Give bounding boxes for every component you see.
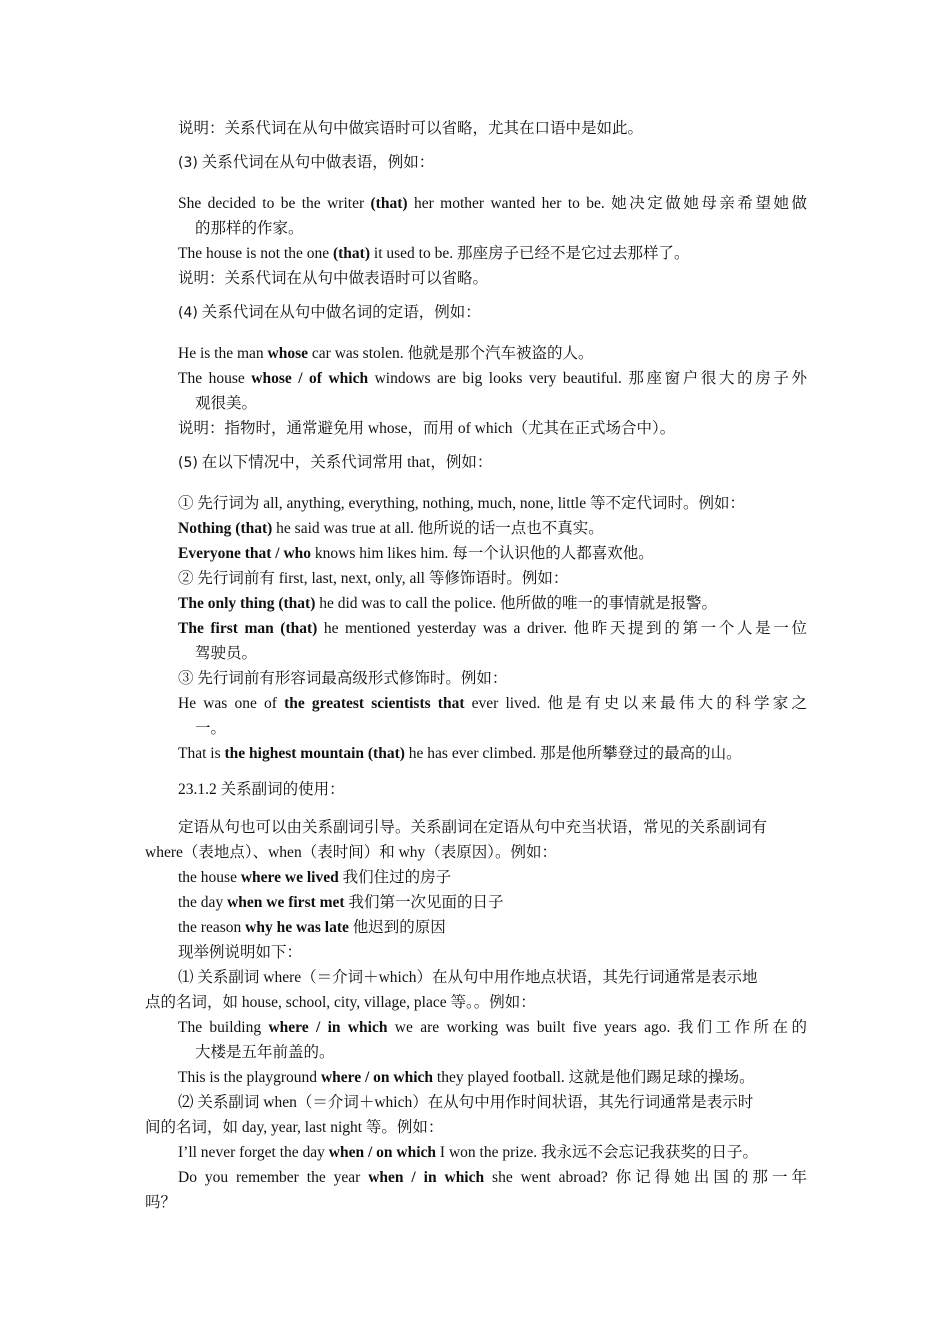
example-line: She decided to be the writer (that) her mother wanted her to be. 她决定做她母亲希望她做 <box>178 195 807 212</box>
section-heading <box>178 450 492 476</box>
example-line: The first man (that) he mentioned yesterday was a driver. 他昨天提到的第一个人是一位 <box>178 620 807 637</box>
example-line: Everyone that / who knows him likes him. 每一个认识他的人都喜欢他。 <box>178 545 654 562</box>
example-line-cont: 观很美。 <box>195 395 258 412</box>
paragraph-line: 点的名词，如 house, school, city, village, place 等。。例如： <box>145 994 536 1011</box>
example-line-cont: 大楼是五年前盖的。 <box>195 1044 335 1061</box>
example-line: The house is not the one (that) it used to be. 那座房子已经不是它过去那样了。 <box>178 245 690 262</box>
paragraph-line: ⑵ 关系副词 when（＝介词＋which）在从句中用作时间状语，其先行词通常是表示时 <box>178 1094 754 1111</box>
section-number: (4) <box>178 305 198 321</box>
example-line: He was one of the greatest scientists that ever lived. 他是有史以来最伟大的科学家之 <box>178 695 807 712</box>
example-line: This is the playground where / on which they played football. 这就是他们踢足球的操场。 <box>178 1069 755 1086</box>
condition-line: ① 先行词为 all, anything, everything, nothing, much, none, little 等不定代词时。例如： <box>178 495 745 512</box>
section-heading <box>178 150 434 176</box>
paragraph-line: 定语从句也可以由关系副词引导。关系副词在定语从句中充当状语，常见的关系副词有 <box>178 819 768 836</box>
example-line-cont: 吗？ <box>145 1194 177 1211</box>
condition-line: ② 先行词前有 first, last, next, only, all 等修饰语时。例如： <box>178 570 569 587</box>
subsection-heading: 23.1.2 关系副词的使用： <box>178 781 345 798</box>
note-line: 说明：指物时，通常避免用 whose，而用 of which（尤其在正式场合中）。 <box>178 420 676 437</box>
example-line: The only thing (that) he did was to call the police. 他所做的唯一的事情就是报警。 <box>178 595 718 612</box>
example-line-cont: 一。 <box>195 720 227 737</box>
example-line: the day when we first met 我们第一次见面的日子 <box>178 894 504 911</box>
example-line: He is the man whose car was stolen. 他就是那个汽车被盗的人。 <box>178 345 594 362</box>
example-line: I’ll never forget the day when / on which I won the prize. 我永远不会忘记我获奖的日子。 <box>178 1144 759 1161</box>
example-line: The house whose / of which windows are big looks very beautiful. 那座窗户很大的房子外 <box>178 370 807 387</box>
section-number: (3) <box>178 155 198 171</box>
section-heading <box>178 300 481 326</box>
example-line: the reason why he was late 他迟到的原因 <box>178 919 446 936</box>
note-line: 说明：关系代词在从句中做宾语时可以省略，尤其在口语中是如此。 <box>178 120 644 137</box>
example-line: Do you remember the year when / in which she went abroad? 你记得她出国的那一年 <box>178 1169 807 1186</box>
section-heading-text: 关系代词在从句中做名词的定语，例如： <box>201 304 481 321</box>
example-line: That is the highest mountain (that) he has ever climbed. 那是他所攀登过的最高的山。 <box>178 745 742 762</box>
example-line: The building where / in which we are working was built five years ago. 我们工作所在的 <box>178 1019 807 1036</box>
section-heading-text: 关系代词在从句中做表语，例如： <box>201 154 435 171</box>
paragraph-line: 间的名词，如 day, year, last night 等。例如： <box>145 1119 444 1136</box>
condition-line: ③ 先行词前有形容词最高级形式修饰时。例如： <box>178 670 508 687</box>
paragraph-line: where（表地点）、when（表时间）和 why（表原因）。例如： <box>145 844 558 861</box>
example-line: Nothing (that) he said was true at all. 他所说的话一点也不真实。 <box>178 520 604 537</box>
example-line-cont: 的那样的作家。 <box>195 220 304 237</box>
section-number: (5) <box>178 455 198 471</box>
example-line: the house where we lived 我们住过的房子 <box>178 869 452 886</box>
paragraph-line: ⑴ 关系副词 where（＝介词＋which）在从句中用作地点状语，其先行词通常是表示地 <box>178 969 758 986</box>
section-heading-text: 在以下情况中，关系代词常用 that，例如： <box>201 454 493 471</box>
note-line: 说明：关系代词在从句中做表语时可以省略。 <box>178 270 489 287</box>
example-line-cont: 驾驶员。 <box>195 645 258 662</box>
paragraph-line: 现举例说明如下： <box>178 944 303 961</box>
